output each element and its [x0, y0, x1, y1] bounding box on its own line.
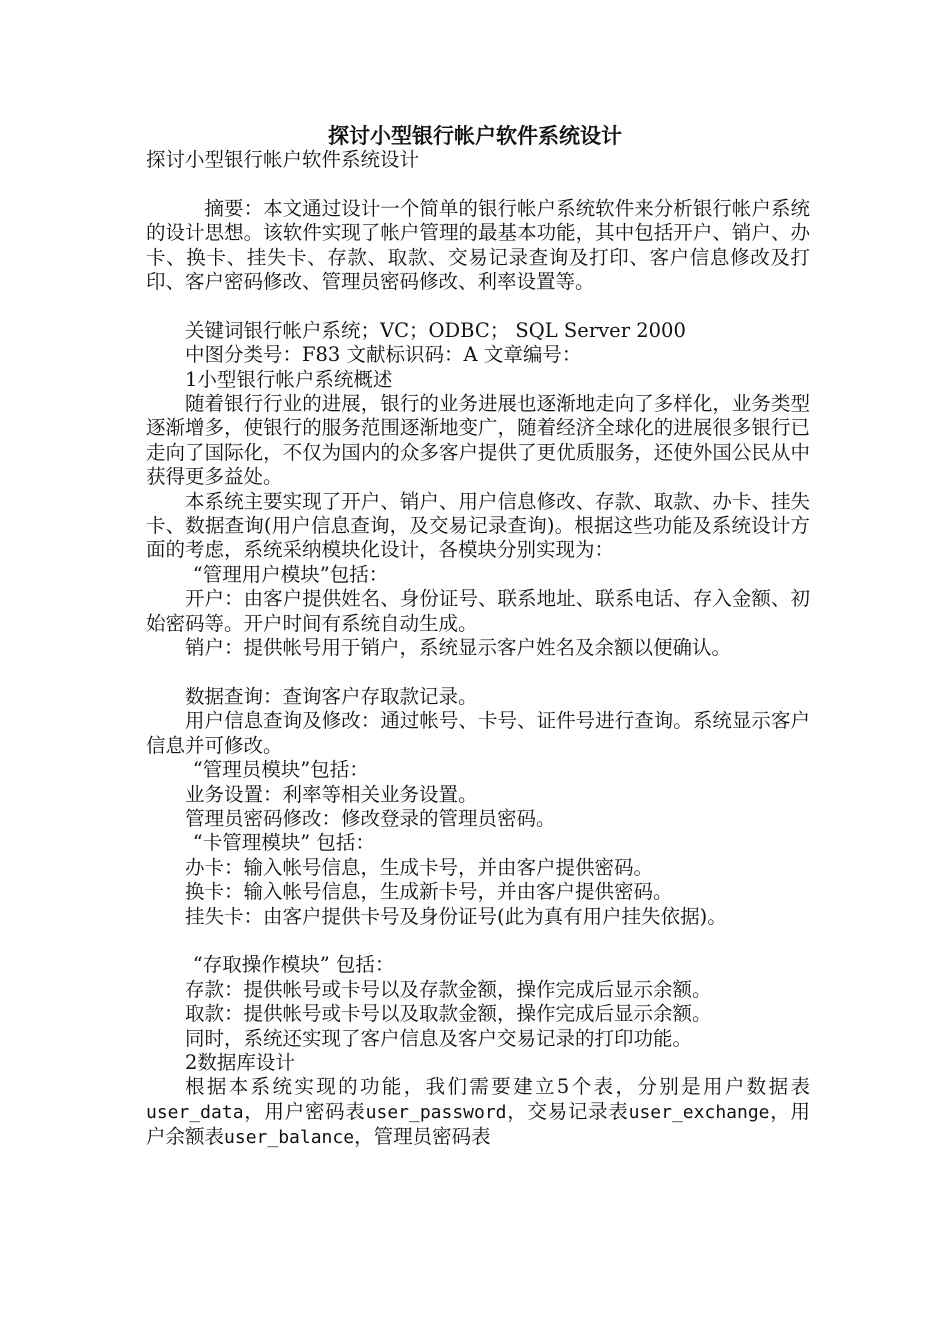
- keywords-line: 关键词银行帐户系统；VC；ODBC； SQL Server 2000: [185, 318, 686, 342]
- text-run: ，交易记录表: [506, 1099, 629, 1123]
- paragraph: 办卡：输入帐号信息，生成卡号，并由客户提供密码。: [185, 855, 654, 879]
- module-heading-admin: “管理员模块”包括：: [192, 758, 369, 782]
- document-subtitle: 探讨小型银行帐户软件系统设计: [146, 148, 420, 171]
- text-run: ，用户余额表: [146, 1099, 810, 1149]
- paragraph: 数据查询：查询客户存取款记录。: [185, 684, 478, 708]
- blank-line: [146, 294, 810, 318]
- text-run: ，管理员密码表: [354, 1125, 491, 1149]
- blank-line: [146, 661, 810, 685]
- paragraph: 挂失卡：由客户提供卡号及身份证号(此为真有用户挂失依据)。: [185, 904, 727, 928]
- paragraph: 同时，系统还实现了客户信息及客户交易记录的打印功能。: [185, 1026, 693, 1050]
- table-name: user_exchange: [628, 1101, 770, 1123]
- document-body: [146, 148, 810, 1151]
- document-title: 探讨小型银行帐户软件系统设计: [328, 123, 622, 148]
- paragraph: 取款：提供帐号或卡号以及取款金额，操作完成后显示余额。: [185, 1002, 712, 1026]
- paragraph: 业务设置：利率等相关业务设置。: [185, 782, 478, 806]
- blank-line: [146, 929, 810, 953]
- section-heading-2: 2数据库设计: [185, 1050, 295, 1074]
- paragraph: 存款：提供帐号或卡号以及存款金额，操作完成后显示余额。: [185, 977, 712, 1001]
- table-name: user_password: [365, 1101, 507, 1123]
- abstract-paragraph: 摘要：本文通过设计一个简单的银行帐户系统软件来分析银行帐户系统的设计思想。该软件实现了帐户管理的最基本功能，其中包括开户、销户、办卡、换卡、挂失卡、存款、取款、交易记录查询及打印、客户信息修改及打印、客户密码修改、管理员密码修改、利率设置等。: [146, 196, 810, 294]
- module-heading-deposit: “存取操作模块” 包括：: [192, 953, 395, 977]
- text-run: 根据本系统实现的功能，我们需要建立5个表，分别是用户数据表: [185, 1075, 810, 1099]
- classification-line: 中图分类号：F83 文献标识码：A 文章编号：: [185, 343, 582, 367]
- paragraph: 用户信息查询及修改：通过帐号、卡号、证件号进行查询。系统显示客户信息并可修改。: [146, 709, 810, 757]
- paragraph: 销户：提供帐号用于销户，系统显示客户姓名及余额以便确认。: [185, 636, 732, 660]
- module-heading-user: “管理用户模块”包括：: [192, 562, 389, 586]
- paragraph: 随着银行行业的进展，银行的业务进展也逐渐地走向了多样化，业务类型逐渐增多，使银行的服务范围逐渐地变广，随着经济全球化的进展很多银行已走向了国际化，不仅为国内的众多客户提供了更优质服务，还使外国公民从中获得更多益处。: [146, 392, 810, 489]
- module-heading-card: “卡管理模块” 包括：: [192, 831, 375, 855]
- paragraph: 管理员密码修改：修改登录的管理员密码。: [185, 806, 556, 830]
- text-run: ，用户密码表: [243, 1099, 366, 1123]
- paragraph: 开户：由客户提供姓名、身份证号、联系地址、联系电话、存入金额、初始密码等。开户时间有系统自动生成。: [146, 587, 810, 635]
- paragraph: 本系统主要实现了开户、销户、用户信息修改、存款、取款、办卡、挂失卡、数据查询(用户信息查询，及交易记录查询)。根据这些功能及系统设计方面的考虑，系统采纳模块化设计，各模块分别实现为：: [146, 489, 810, 562]
- section-heading-1: 1小型银行帐户系统概述: [185, 367, 393, 391]
- paragraph: 换卡：输入帐号信息，生成新卡号，并由客户提供密码。: [185, 880, 673, 904]
- blank-line: [146, 172, 810, 196]
- table-name: user_data: [146, 1101, 244, 1123]
- table-name: user_balance: [224, 1127, 355, 1149]
- paragraph-tables: [146, 1075, 810, 1150]
